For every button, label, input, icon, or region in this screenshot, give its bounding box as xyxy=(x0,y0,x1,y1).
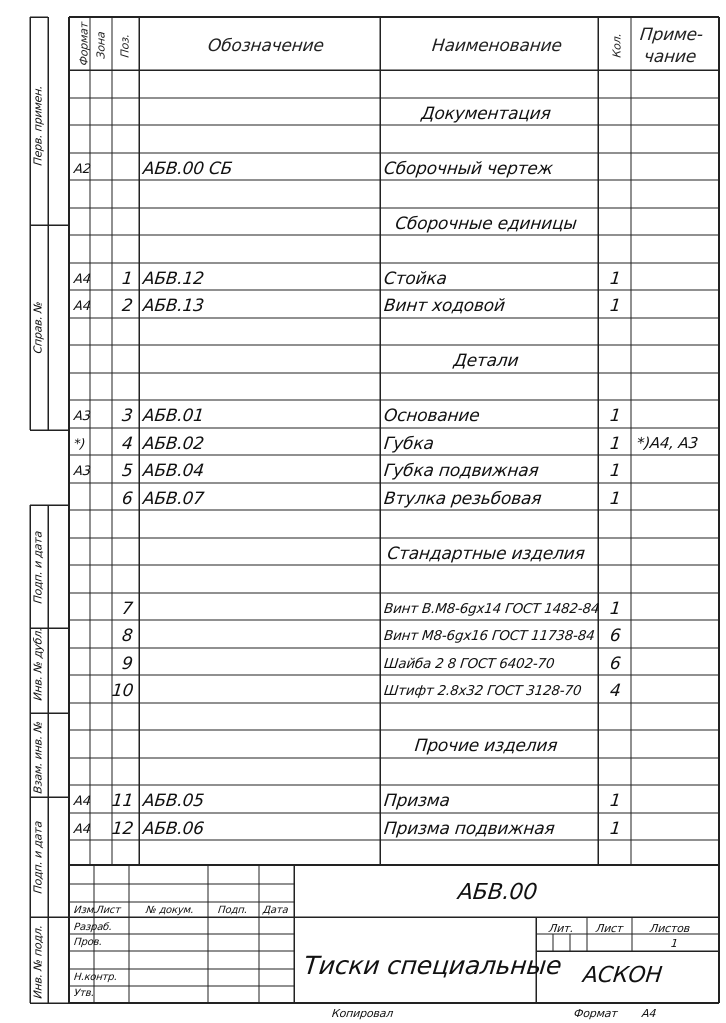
row-format: A3 xyxy=(73,409,92,424)
row-position: 1 xyxy=(121,268,135,289)
row-position: 12 xyxy=(110,818,135,839)
row-position: 10 xyxy=(110,681,135,701)
row-name: Винт М8-6gx16 ГОСТ 11738-84 xyxy=(383,628,596,644)
row-name: Шайба 2 8 ГОСТ 6402-70 xyxy=(383,655,556,672)
tb-podp: Подп. xyxy=(217,905,248,916)
row-name: Штифт 2.8х32 ГОСТ 3128-70 xyxy=(383,683,583,699)
row-position: 8 xyxy=(121,626,135,646)
row-designation: АБВ.13 xyxy=(142,296,205,316)
footer-copied: Копировал xyxy=(331,1007,394,1020)
tb-izm: Изм. xyxy=(73,905,98,916)
tb-list: Лист xyxy=(95,905,122,916)
row-name: Основание xyxy=(383,406,481,426)
row-quantity: 1 xyxy=(609,791,622,811)
row-format: A3 xyxy=(73,464,92,479)
row-quantity: 6 xyxy=(609,626,622,646)
row-position: 11 xyxy=(110,791,135,811)
side-label-vzam-inv: Взам. инв. № xyxy=(31,720,45,795)
header-note-line2: чание xyxy=(643,47,698,67)
side-label-podp-data-1: Подп. и дата xyxy=(31,530,45,605)
row-position: 2 xyxy=(121,296,135,316)
row-position: 7 xyxy=(121,598,135,619)
tb-sheets-value: 1 xyxy=(670,937,679,950)
row-quantity: 1 xyxy=(609,268,622,289)
row-quantity: 1 xyxy=(609,461,622,481)
header-name: Наименование xyxy=(431,36,563,56)
row-quantity: 1 xyxy=(609,488,622,509)
side-label-podp-data-2: Подп. и дата xyxy=(31,820,45,895)
header-pos: Поз. xyxy=(118,33,132,58)
row-designation: АБВ.06 xyxy=(142,818,205,839)
section-title: Стандартные изделия xyxy=(386,543,586,564)
row-quantity: 4 xyxy=(609,681,622,701)
row-quantity: 1 xyxy=(609,296,622,316)
row-designation: АБВ.01 xyxy=(142,406,205,426)
tb-razrab: Разраб. xyxy=(73,922,113,933)
section-title: Прочие изделия xyxy=(413,736,559,756)
section-title: Сборочные единицы xyxy=(394,213,578,234)
row-quantity: 6 xyxy=(609,653,622,674)
row-quantity: 1 xyxy=(609,598,622,619)
tb-data: Дата xyxy=(262,905,289,916)
row-name: Втулка резьбовая xyxy=(383,488,543,509)
header-note-line1: Приме- xyxy=(639,25,704,45)
row-designation: АБВ.12 xyxy=(142,268,205,289)
side-label-inv-dubl: Инв. № дубл. xyxy=(31,627,45,702)
row-name: Губка xyxy=(383,433,435,454)
row-format: A4 xyxy=(73,299,92,314)
header-zone: Зона xyxy=(94,31,108,60)
product-name: Тиски специальные xyxy=(302,951,563,980)
row-name: Стойка xyxy=(383,268,448,289)
organization: АСКОН xyxy=(581,963,664,988)
row-designation: АБВ.04 xyxy=(142,461,205,481)
row-name: Винт ходовой xyxy=(383,296,506,316)
side-label-sprav-no: Справ. № xyxy=(31,300,45,355)
row-position: 4 xyxy=(121,433,135,454)
section-title: Детали xyxy=(452,351,520,371)
row-format: A4 xyxy=(73,794,92,809)
header-format: Формат xyxy=(77,21,91,67)
row-designation: АБВ.02 xyxy=(142,433,205,454)
row-position: 3 xyxy=(121,406,135,426)
tb-nkontr: Н.контр. xyxy=(73,972,118,983)
header-qty: Кол. xyxy=(610,32,624,59)
tb-prov: Пров. xyxy=(73,937,103,948)
row-quantity: 1 xyxy=(609,818,622,839)
row-format: A4 xyxy=(73,821,92,837)
row-quantity: 1 xyxy=(609,406,622,426)
row-name: Винт В.М8-6gx14 ГОСТ 1482-84 xyxy=(383,600,601,617)
header-designation: Обозначение xyxy=(207,36,325,56)
tb-sheets-label: Листов xyxy=(649,922,691,935)
row-name: Губка подвижная xyxy=(383,461,540,481)
row-position: 9 xyxy=(121,653,135,674)
row-format: A2 xyxy=(73,161,92,177)
footer-format-label: Формат xyxy=(573,1007,619,1020)
side-label-perv-primen: Перв. примен. xyxy=(31,84,45,167)
row-designation: АБВ.00 СБ xyxy=(142,158,234,179)
row-format: *) xyxy=(73,436,86,452)
row-format: A4 xyxy=(73,271,92,287)
tb-n-dokum: № докум. xyxy=(145,905,195,916)
tb-lit: Лит. xyxy=(548,922,575,935)
row-name: Сборочный чертеж xyxy=(383,158,554,179)
row-designation: АБВ.05 xyxy=(142,791,205,811)
tb-utv: Утв. xyxy=(73,988,95,999)
row-position: 6 xyxy=(121,488,135,509)
tb-sheet-label: Лист xyxy=(595,922,624,935)
row-designation: АБВ.07 xyxy=(142,488,205,509)
section-title: Документация xyxy=(420,103,552,124)
row-quantity: 1 xyxy=(609,433,622,454)
doc-code: АБВ.00 xyxy=(456,880,539,905)
row-note: *)А4, А3 xyxy=(636,433,699,452)
side-label-inv-podl: Инв. № подл. xyxy=(31,924,45,999)
row-name: Призма xyxy=(383,791,451,811)
row-position: 5 xyxy=(121,461,135,481)
footer-format-value: А4 xyxy=(641,1007,657,1020)
row-name: Призма подвижная xyxy=(383,818,556,839)
